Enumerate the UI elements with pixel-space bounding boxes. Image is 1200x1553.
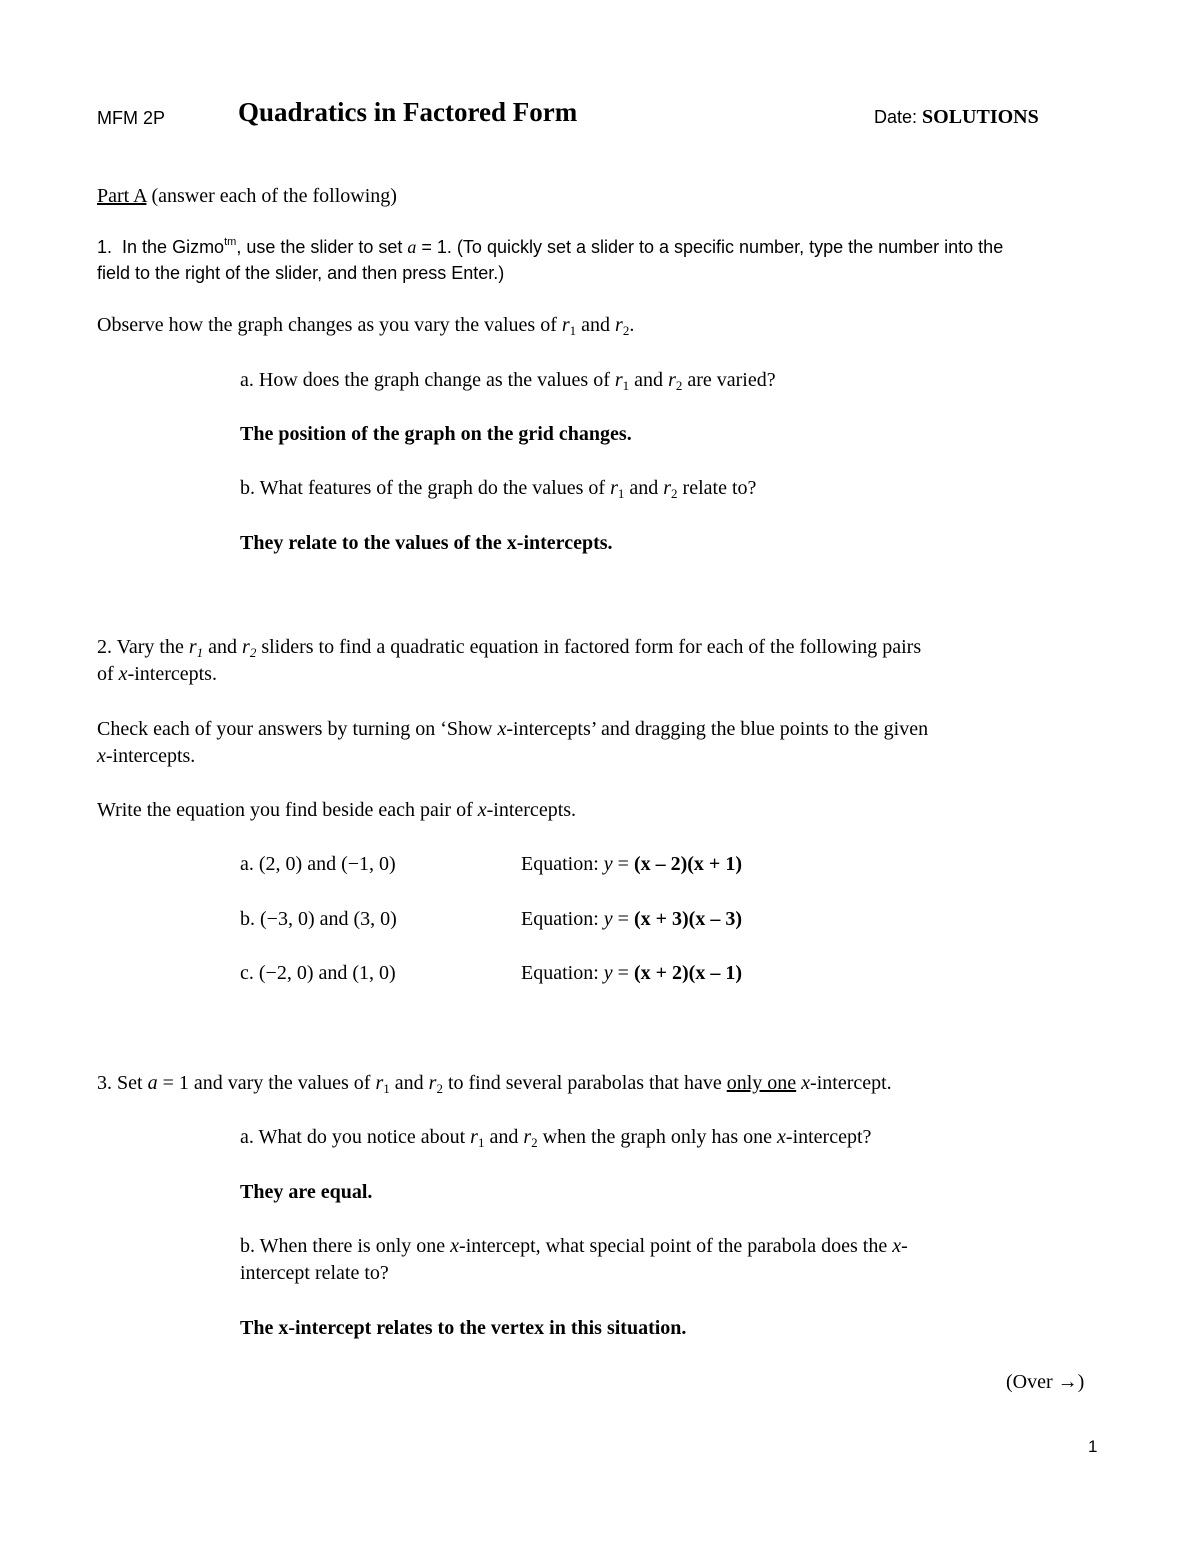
q1a-question: a. How does the graph change as the values of $r_1$ and $r_2$ are varied? bbox=[240, 369, 776, 393]
right-arrow-icon: → bbox=[1057, 1371, 1078, 1393]
page-number: 1 bbox=[1088, 1437, 1098, 1456]
q2c-equation: Equation: y = (x + 2)(x – 1) bbox=[521, 962, 742, 984]
q2-check-line2: x-intercepts. bbox=[97, 745, 196, 767]
course-code: MFM 2P bbox=[97, 108, 166, 128]
q3-line1: 3. Set a = 1 and vary the values of $r_1$ and $r_2$ to find several parabolas that have only one x-intercept. bbox=[97, 1072, 892, 1096]
q3b-question-line2: intercept relate to? bbox=[240, 1262, 389, 1284]
part-a-label: Part A bbox=[97, 185, 147, 207]
q2a-equation: Equation: y = (x – 2)(x + 1) bbox=[521, 853, 742, 875]
q2-write: Write the equation you find beside each pair of x-intercepts. bbox=[97, 799, 577, 821]
q1-number: 1. bbox=[97, 237, 113, 257]
date-value: SOLUTIONS bbox=[922, 106, 1039, 128]
q2-line2: of x-intercepts. bbox=[97, 663, 217, 685]
q2-line1: 2. Vary the $r_1$ and $r_2$ sliders to find a quadratic equation in factored form for each of the following pairs bbox=[97, 636, 922, 660]
q3b-question-line1: b. When there is only one x-intercept, what special point of the parabola does the x- bbox=[240, 1235, 908, 1257]
q2c-pair: c. (−2, 0) and (1, 0) bbox=[240, 962, 396, 984]
q2-check-line1: Check each of your answers by turning on ‘Show x-intercepts’ and dragging the blue points to the given bbox=[97, 718, 929, 740]
part-a-instruction: (answer each of the following) bbox=[151, 185, 397, 207]
date-field bbox=[874, 104, 1039, 130]
part-a-heading bbox=[97, 183, 397, 209]
date-label: Date: bbox=[874, 107, 918, 127]
q1-line1: 1. In the Gizmo$^{tm}$, use the slider to set a = 1. (To quickly set a slider to a specific number, type the number into the bbox=[97, 236, 1004, 257]
q1b-answer: They relate to the values of the x-intercepts. bbox=[240, 532, 613, 554]
q2b-pair: b. (−3, 0) and (3, 0) bbox=[240, 908, 397, 930]
over-note: (Over →) bbox=[1006, 1371, 1085, 1393]
q3b-answer: The x-intercept relates to the vertex in this situation. bbox=[240, 1317, 687, 1339]
q1b-question: b. What features of the graph do the values of $r_1$ and $r_2$ relate to? bbox=[240, 477, 757, 501]
q3a-answer: They are equal. bbox=[240, 1181, 373, 1203]
q2a-pair: a. (2, 0) and (−1, 0) bbox=[240, 853, 396, 875]
q1-observe: Observe how the graph changes as you vary the values of $r_1$ and $r_2$. bbox=[97, 314, 635, 338]
only-one-emphasis: only one bbox=[726, 1072, 797, 1094]
q1-line2: field to the right of the slider, and then press Enter.) bbox=[97, 263, 505, 283]
q2b-equation: Equation: y = (x + 3)(x – 3) bbox=[521, 908, 742, 930]
q1a-answer: The position of the graph on the grid changes. bbox=[240, 423, 632, 445]
page-title: Quadratics in Factored Form bbox=[238, 97, 578, 127]
q3a-question: a. What do you notice about $r_1$ and $r_2$ when the graph only has one x-intercept? bbox=[240, 1126, 872, 1150]
